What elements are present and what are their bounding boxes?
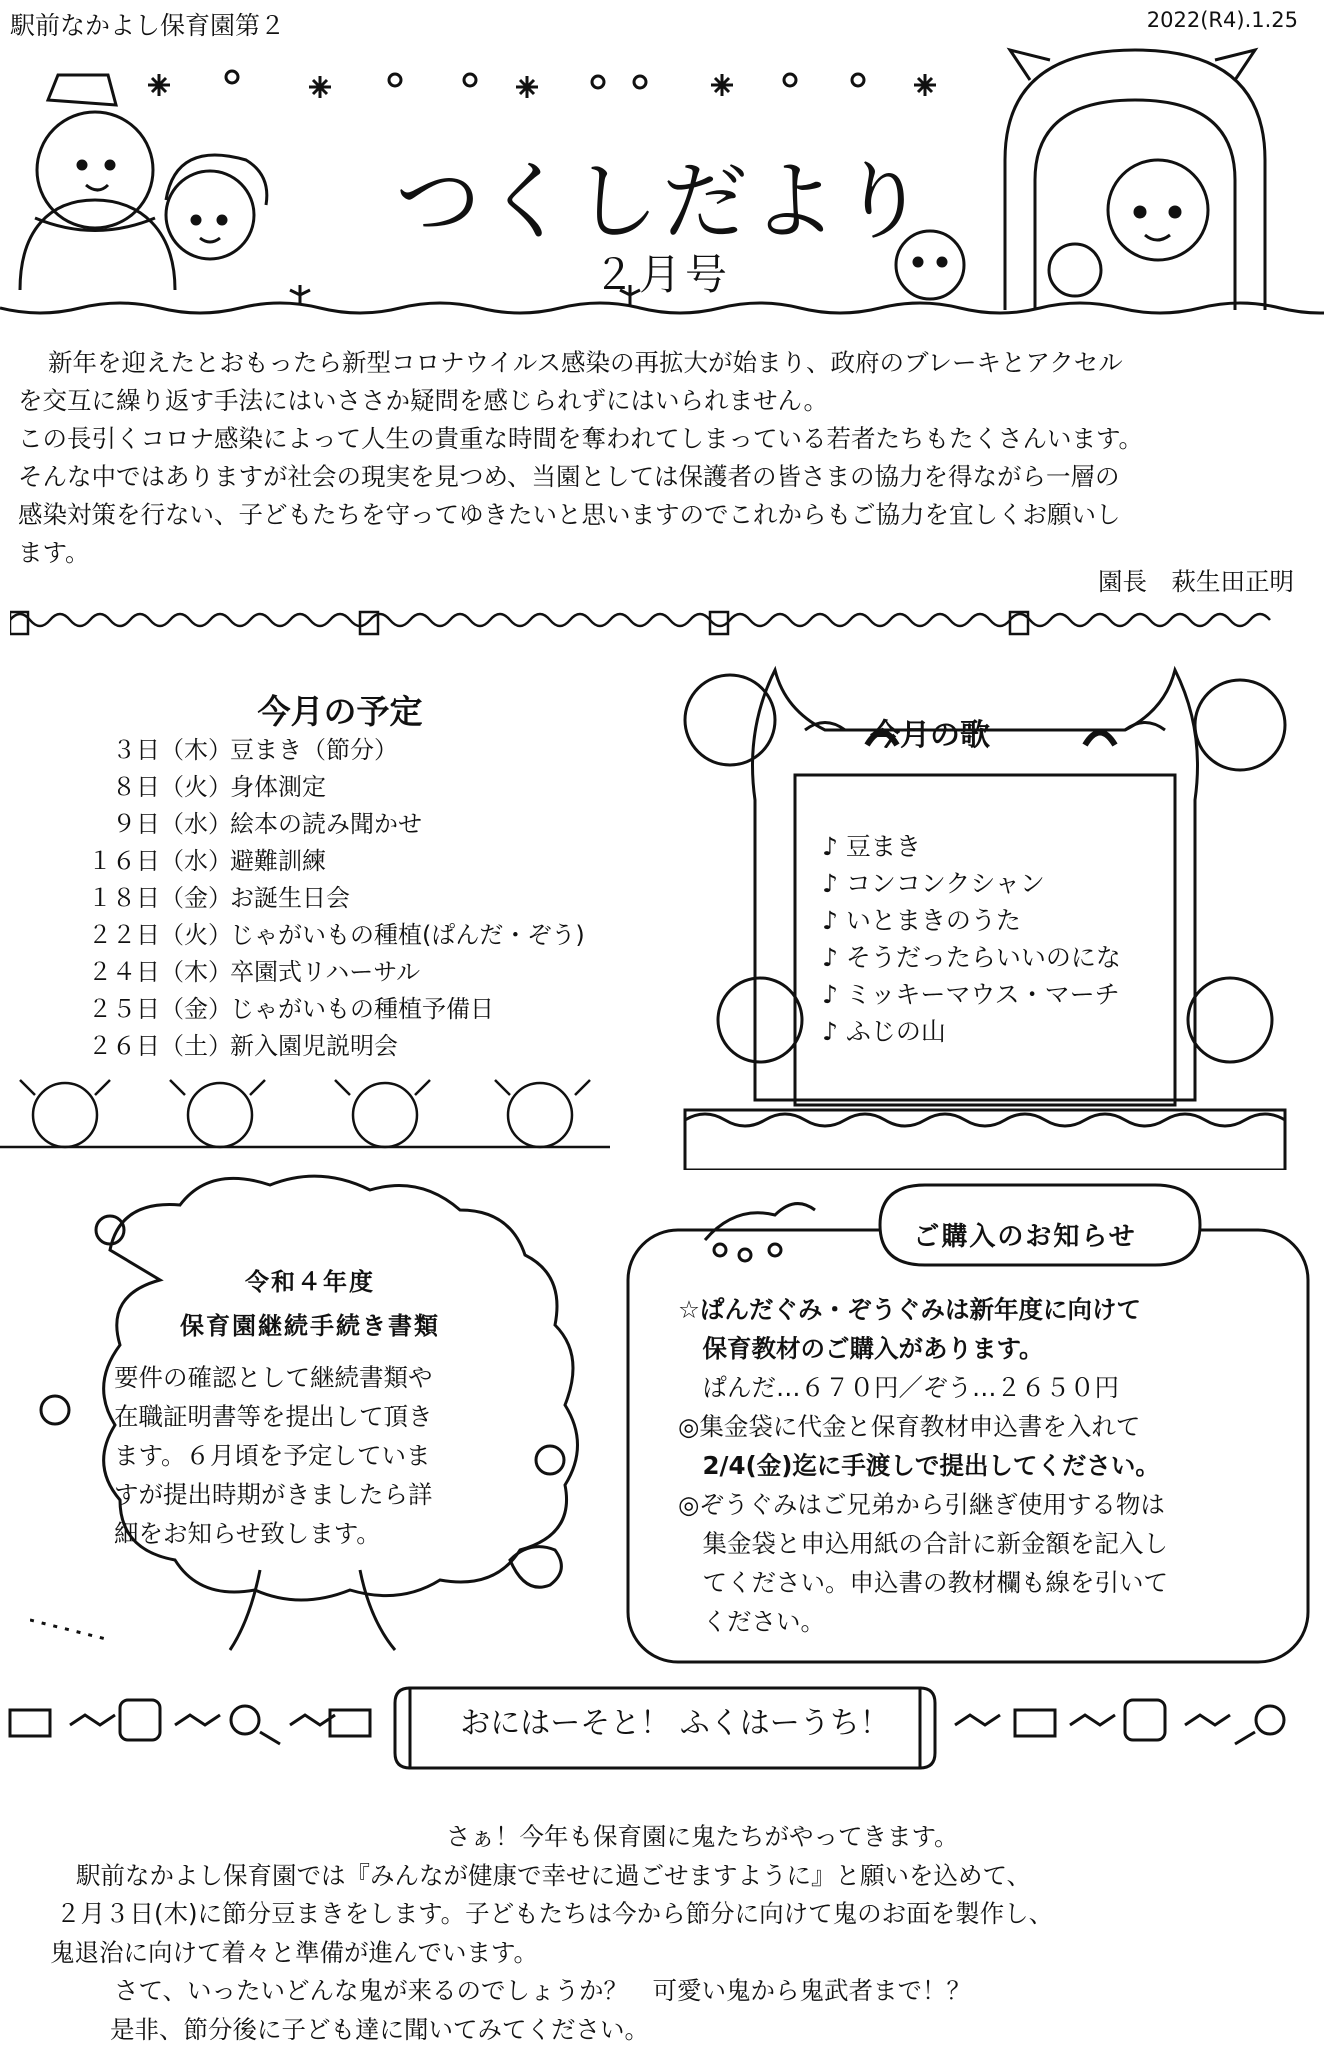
schedule-event: 避難訓練	[226, 843, 326, 880]
schedule-event: 身体測定	[226, 769, 326, 806]
schedule-event: 豆まき（節分）	[226, 732, 398, 769]
setsubun-line: さぁ！今年も保育園に鬼たちがやってきます。	[38, 1818, 1053, 1857]
schedule-day: ３日	[40, 732, 160, 769]
intro-line: そんな中ではありますが社会の現実を見つめ、当園としては保護者の皆さまの協力を得ながら一層の	[18, 458, 1308, 496]
schedule-item	[40, 806, 585, 843]
schedule-item	[40, 732, 585, 769]
schedule-weekday: （木）	[160, 732, 226, 769]
schedule-item	[40, 954, 585, 991]
schedule-event: お誕生日会	[226, 880, 350, 917]
schedule-event: じゃがいもの種植予備日	[226, 991, 494, 1028]
continuation-line: すが提出時期がきましたら詳	[114, 1475, 433, 1514]
continuation-title-year: 令和４年度	[150, 1262, 470, 1297]
setsubun-line: 鬼退治に向けて着々と準備が進んでいます。	[38, 1934, 1053, 1973]
intro-message	[18, 344, 1308, 572]
purchase-body	[678, 1290, 1168, 1641]
setsubun-line: 駅前なかよし保育園では『みんなが健康で幸せに過ごせますように』と願いを込めて、	[38, 1857, 1053, 1896]
continuation-line: 細をお知らせ致します。	[114, 1514, 433, 1553]
newsletter-title: つくしだより	[0, 132, 1324, 256]
schedule-item	[40, 880, 585, 917]
song-item: ♪ 豆まき	[822, 828, 1121, 865]
schedule-event: 新入園児説明会	[226, 1028, 398, 1065]
decorative-divider	[10, 600, 1314, 640]
purchase-line: ください。	[678, 1602, 1168, 1641]
setsubun-line: さて、いったいどんな鬼が来るのでしょうか？ 可愛い鬼から鬼武者まで！？	[38, 1972, 1053, 2011]
intro-line: 新年を迎えたとおもったら新型コロナウイルス感染の再拡大が始まり、政府のブレーキとアクセル	[18, 344, 1308, 382]
song-item: ♪ ミッキーマウス・マーチ	[822, 976, 1121, 1013]
setsubun-line: 是非、節分後に子ども達に聞いてみてください。	[38, 2011, 1053, 2049]
purchase-line: 集金袋と申込用紙の合計に新金額を記入し	[678, 1524, 1168, 1563]
schedule-event: 絵本の読み聞かせ	[226, 806, 422, 843]
song-item: ♪ いとまきのうた	[822, 902, 1121, 939]
kids-illustration	[0, 1065, 610, 1155]
schedule-weekday: （火）	[160, 917, 226, 954]
intro-line: ます。	[18, 534, 1308, 572]
principal-signature: 園長 萩生田正明	[1098, 563, 1294, 598]
issue-subtitle: ２月号	[0, 242, 1324, 302]
purchase-line: ◎集金袋に代金と保育教材申込書を入れて	[678, 1407, 1168, 1446]
song-item: ♪ コンコンクシャン	[822, 865, 1121, 902]
schedule-item	[40, 917, 585, 954]
issue-date: 2022(R4).1.25	[1147, 8, 1298, 32]
school-name: 駅前なかよし保育園第２	[10, 6, 285, 42]
setsubun-message	[38, 1818, 1053, 2049]
intro-line: を交互に繰り返す手法にはいささか疑問を感じられずにはいられません。	[18, 382, 1308, 420]
purchase-line: てください。申込書の教材欄も線を引いて	[678, 1563, 1168, 1602]
continuation-title: 保育園継続手続き書類	[110, 1306, 510, 1341]
schedule-list	[40, 732, 585, 1065]
snowflake-row	[148, 71, 936, 98]
continuation-line: ます。６月頃を予定していま	[114, 1436, 433, 1475]
schedule-day: ２５日	[40, 991, 160, 1028]
continuation-line: 在職証明書等を提出して頂き	[114, 1397, 433, 1436]
schedule-day: １８日	[40, 880, 160, 917]
purchase-line: ◎ぞうぐみはご兄弟から引継ぎ使用する物は	[678, 1485, 1168, 1524]
schedule-day: ８日	[40, 769, 160, 806]
purchase-line: 保育教材のご購入があります。	[678, 1329, 1168, 1368]
schedule-weekday: （水）	[160, 843, 226, 880]
purchase-deadline: 2/4(金)迄に手渡しで提出してください。	[678, 1446, 1168, 1485]
schedule-weekday: （木）	[160, 954, 226, 991]
schedule-event: 卒園式リハーサル	[226, 954, 420, 991]
schedule-day: ２４日	[40, 954, 160, 991]
intro-line: この長引くコロナ感染によって人生の貴重な時間を奪われてしまっている若者たちもたくさんいます。	[18, 420, 1308, 458]
schedule-item	[40, 1028, 585, 1065]
schedule-weekday: （金）	[160, 991, 226, 1028]
purchase-line: ☆ぱんだぐみ・ぞうぐみは新年度に向けて	[678, 1290, 1168, 1329]
schedule-item	[40, 843, 585, 880]
setsubun-line: ２月３日(木)に節分豆まきをします。子どもたちは今から節分に向けて鬼のお面を製作し、	[38, 1895, 1053, 1934]
schedule-event: じゃがいもの種植(ぱんだ・ぞう)	[226, 917, 585, 954]
schedule-day: １６日	[40, 843, 160, 880]
schedule-weekday: （土）	[160, 1028, 226, 1065]
song-item: ♪ そうだったらいいのにな	[822, 939, 1121, 976]
purchase-price: ぱんだ…６７０円／ぞう…２６５０円	[678, 1368, 1168, 1407]
continuation-line: 要件の確認として継続書類や	[114, 1358, 433, 1397]
schedule-day: ９日	[40, 806, 160, 843]
schedule-weekday: （水）	[160, 806, 226, 843]
song-item: ♪ ふじの山	[822, 1013, 1121, 1050]
schedule-item	[40, 991, 585, 1028]
schedule-title: 今月の予定	[200, 686, 480, 733]
intro-line: 感染対策を行ない、子どもたちを守ってゆきたいと思いますのでこれからもご協力を宜しくお願いし	[18, 496, 1308, 534]
schedule-weekday: （火）	[160, 769, 226, 806]
songs-title: 今月の歌	[870, 710, 990, 754]
setsubun-scroll-text: おにはーそと！ ふくはーうち！	[420, 1698, 930, 1742]
schedule-weekday: （金）	[160, 880, 226, 917]
schedule-day: ２６日	[40, 1028, 160, 1065]
schedule-day: ２２日	[40, 917, 160, 954]
continuation-body	[114, 1358, 433, 1553]
schedule-item	[40, 769, 585, 806]
snow-ground	[0, 303, 1324, 313]
purchase-title: ご購入のお知らせ	[890, 1216, 1160, 1253]
songs-list	[822, 828, 1121, 1050]
